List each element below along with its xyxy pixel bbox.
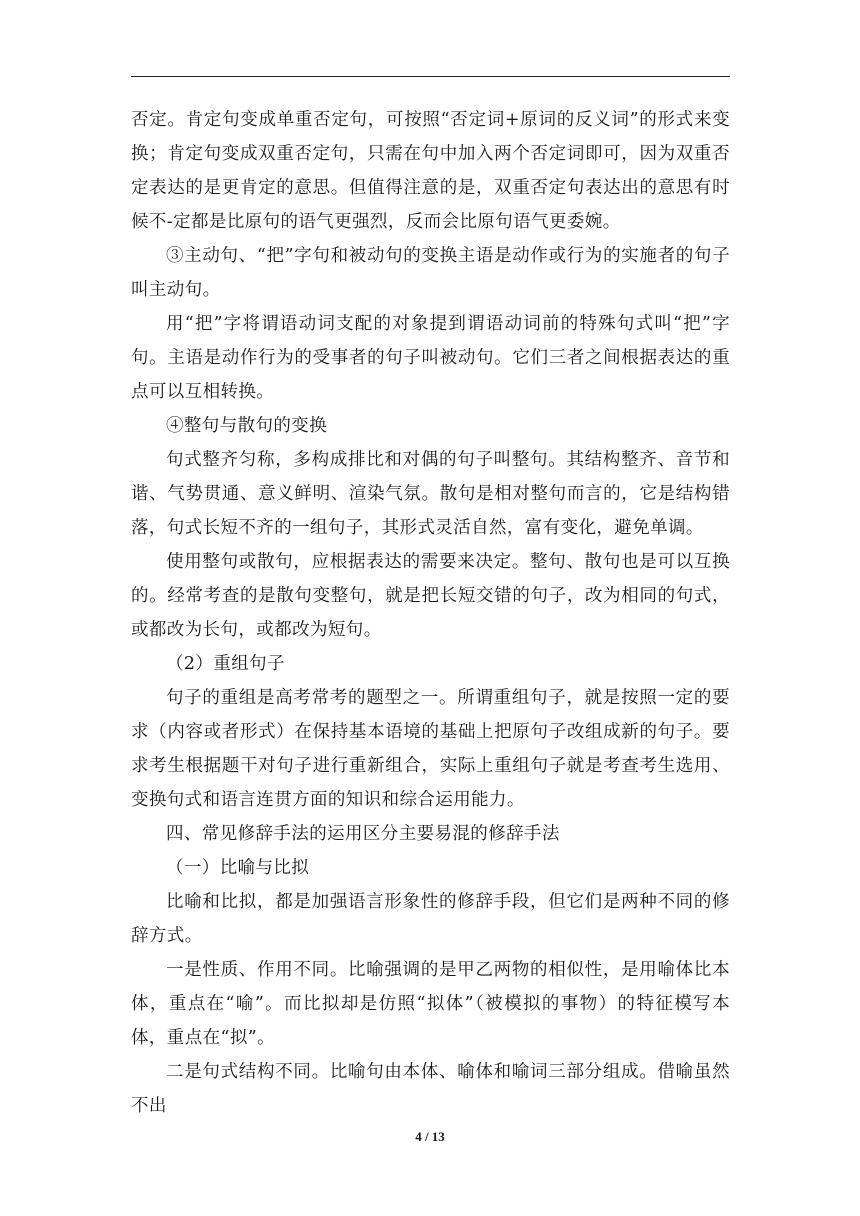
heading-whole-loose-sentence: ④整句与散句的变换 bbox=[166, 416, 328, 436]
paragraph-difference-two: 二是句式结构不同。比喻句由本体、喻体和喻词三部分组成。借喻虽然不出 bbox=[131, 1062, 730, 1116]
paragraph-double-negation: 否定。肯定句变成单重否定句，可按照“否定词+原词的反义词”的形式来变换；肯定句变成双重否定句，只需在句中加入两个否定词即可，因为双重否定表达的是更肯定的意思。但值得注意的是，双重否定句表达出的意思有时候不-定都是比原句的语气更强烈，反而会比原句语气更委婉。 bbox=[131, 110, 730, 232]
paragraph-usage: 使用整句或散句，应根据表达的需要来决定。整句、散句也是可以互换的。经常考查的是散句变整句，就是把长短交错的句子，改为相同的句式，或都改为长句，或都改为短句。 bbox=[131, 552, 730, 640]
heading-rhetoric: 四、常见修辞手法的运用区分主要易混的修辞手法 bbox=[166, 824, 560, 844]
heading-restructure: （2）重组句子 bbox=[166, 654, 285, 674]
paragraph-difference-one: 一是性质、作用不同。比喻强调的是甲乙两物的相似性，是用喻体比本体，重点在“喻”。而比拟却是仿照“拟体”（被模拟的事物）的特征模写本体，重点在“拟”。 bbox=[131, 960, 730, 1048]
paragraph-metaphor-intro: 比喻和比拟，都是加强语言形象性的修辞手段，但它们是两种不同的修辞方式。 bbox=[131, 892, 730, 946]
document-body bbox=[131, 103, 730, 1123]
header-rule bbox=[131, 76, 730, 77]
page-number: 4 / 13 bbox=[415, 1129, 445, 1144]
paragraph-active-ba-passive: ③主动句、“把”字句和被动句的变换主语是动作或行为的实施者的句子叫主动句。 bbox=[131, 246, 730, 300]
heading-metaphor-personification: （一）比喻与比拟 bbox=[166, 858, 310, 878]
paragraph-restructure: 句子的重组是高考常考的题型之一。所谓重组句子，就是按照一定的要求（内容或者形式）在保持基本语境的基础上把原句子改组成新的句子。要求考生根据题干对句子进行重新组合，实际上重组句子就是考查考生选用、变换句式和语言连贯方面的知识和综合运用能力。 bbox=[131, 688, 730, 810]
paragraph-whole-sentence: 句式整齐匀称，多构成排比和对偶的句子叫整句。其结构整齐、音节和谐、气势贯通、意义鲜明、渲染气氛。散句是相对整句而言的，它是结构错落，句式长短不齐的一组句子，其形式灵活自然，富有变化，避免单调。 bbox=[131, 450, 730, 538]
paragraph-ba-sentence: 用“把”字将谓语动词支配的对象提到谓语动词前的特殊句式叫“把”字句。主语是动作行为的受事者的句子叫被动句。它们三者之间根据表达的重点可以互相转换。 bbox=[131, 314, 730, 402]
